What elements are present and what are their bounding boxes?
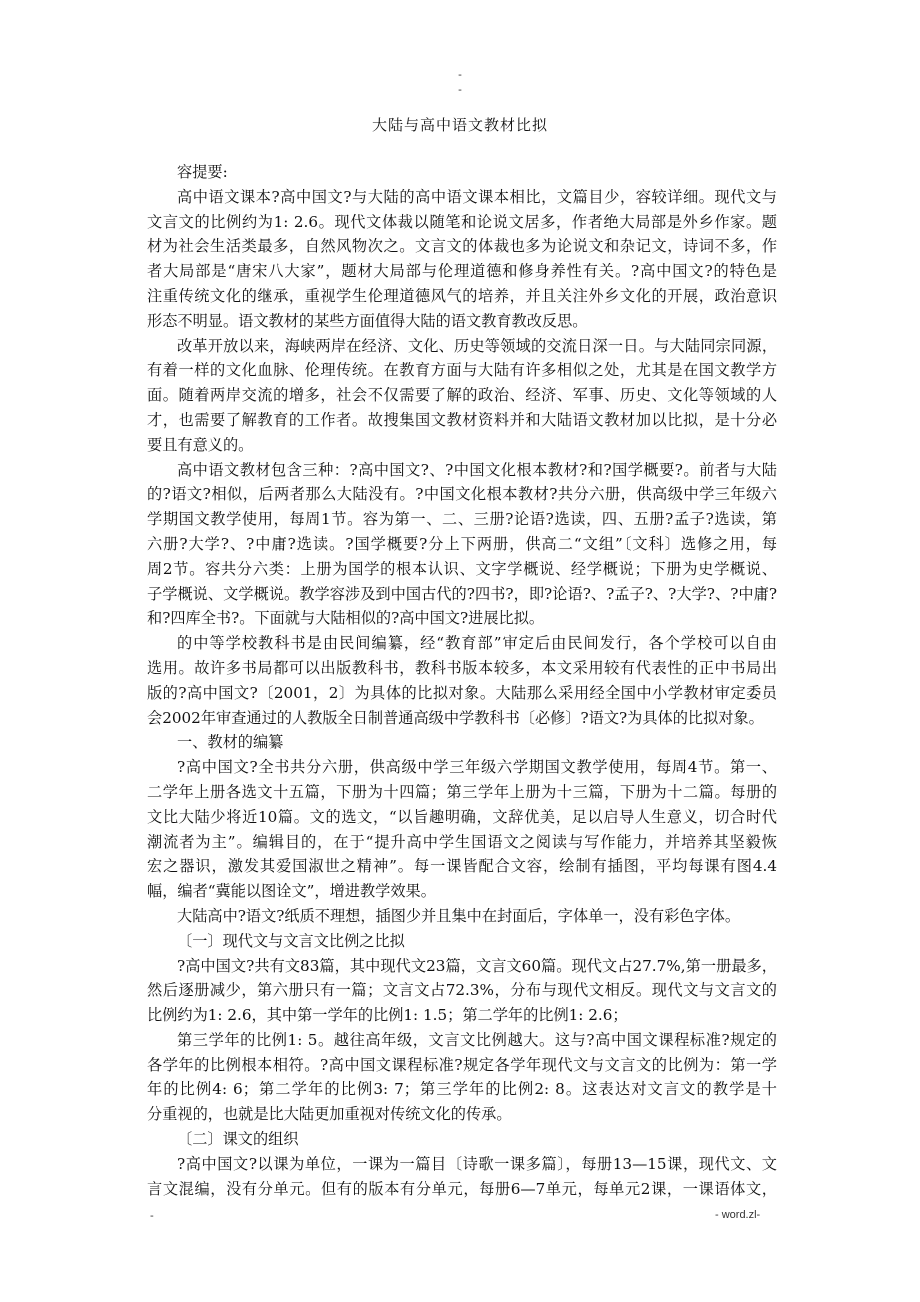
header-mark: - [458,68,462,81]
paragraph [147,1152,777,1202]
text-line: 材为社会生活类最多，自然风物次之。文言文的体裁也多为论说文和杂记文，诗词不多，作 [147,237,777,256]
section-heading [147,929,777,954]
text-line: 各学年的比例根本相符。?高中国文课程标准?规定各学年现代文与文言文的比例为：第一学 [147,1055,777,1074]
text-line: 的中等学校教科书是由民间编纂，经“教育部”审定后由民间发行，各个学校可以自由 [177,634,777,653]
text-line: 周2节。容共分六类：上册为国学的根本认识、文字学概说、经学概说；下册为史学概说、 [147,559,777,578]
footer-left-mark: - [150,1209,154,1222]
text-line: 有着一样的文化血脉、伦理传统。在教育方面与大陆有许多相似之处，尤其是在国文教学方 [147,361,777,380]
text-line: 六册?大学?、?中庸?选读。?国学概要?分上下两册，供高二“文组”〔文科〕选修之用，每 [147,534,777,553]
text-line: 言文混编，没有分单元。但有的版本有分单元，每册6—7单元，每单元2课，一课语体文， [147,1179,777,1198]
text-line: 第三学年的比例1: 5。越往高年级，文言文比例越大。这与?高中国文课程标准?规定的 [177,1030,777,1049]
text-line: 形态不明显。语文教材的某些方面值得大陆的语文教育教改反思。 [147,311,588,330]
paragraph [147,904,777,929]
text-line: 选用。故许多书局都可以出版教科书，教科书版本较多，本文采用较有代表性的正中书局出 [147,658,777,677]
text-line: 一、教材的编纂 [177,733,284,752]
text-line: 版的?高中国文?〔2001，2〕为具体的比拟对象。大陆那么采用经全国中小学教材审定委员 [147,683,777,702]
text-line: 子学概说、文学概说。教学容涉及到中国古代的?四书?，即?论语?、?孟子?、?大学?、?中庸? [147,584,777,603]
text-line: 然后逐册减少，第六册只有一篇；文言文占72.3%，分布与现代文相反。现代文与文言文的 [147,981,777,1000]
paragraph [147,954,777,1028]
paragraph [147,334,777,458]
footer-right-text: - word.zl- [715,1209,761,1221]
text-line: 文比大陆少将近10篇。文的选文，“以旨趣明确，文辞优美，足以启导人生意义，切合时代 [147,807,777,826]
text-line: 会2002年审查通过的人教版全日制普通高级中学教科书〔必修〕?语文?为具体的比拟对象。 [147,708,764,727]
paragraph [147,755,777,904]
document-body [147,160,777,1201]
text-line: 才，也需要了解教育的工作者。故搜集国文教材资料并和大陆语文教材加以比拟，是十分必 [147,410,777,429]
text-line: 分重视的，也就是比大陆更加重视对传统文化的传承。 [147,1105,512,1124]
text-line: 年的比例4: 6；第二学年的比例3: 7；第三学年的比例2: 8。这表达对文言文的教学是十 [147,1080,777,1099]
header-mark: - [458,83,462,96]
text-line: 高中语文课本?高中国文?与大陆的高中语文课本相比，文篇目少，容较详细。现代文与 [177,187,777,206]
document-title: 大陆与高中语文教材比拟 [371,116,548,134]
text-line: 容提要: [177,163,228,181]
text-line: 学期国文教学使用，每周1节。容为第一、二、三册?论语?选读，四、五册?孟子?选读，第 [147,510,777,529]
text-line: 宏之器识，激发其爱国淑世之精神”。每一课皆配合文容，绘制有插图，平均每课有图4.4 [147,857,777,876]
text-line: 的?语文?相似，后两者那么大陆没有。?中国文化根本教材?共分六册，供高级中学三年级六 [147,485,777,504]
text-line: 幅，编者“冀能以图诠文”，增进教学效果。 [147,882,436,901]
paragraph [147,631,777,730]
text-line: 者大局部是“唐宋八大家”，题材大局部与伦理道德和修身养性有关。?高中国文?的特色是 [147,262,777,281]
text-line: 改革开放以来，海峡两岸在经济、文化、历史等领域的交流日深一日。与大陆同宗同源， [177,336,777,355]
text-line: 潮流者为主”。编辑目的，在于“提升高中学生国语文之阅读与写作能力，并培养其坚毅恢 [147,832,777,851]
text-line: 二学年上册各选文十五篇，下册为十四篇；第三学年上册为十三篇，下册为十二篇。每册的 [147,782,777,801]
text-line: 〔一〕现代文与文言文比例之比拟 [177,931,405,950]
paragraph [147,458,777,632]
text-line: 大陆高中?语文?纸质不理想，插图少并且集中在封面后，字体单一，没有彩色字体。 [177,906,741,925]
text-line: 〔二〕课文的组织 [177,1130,299,1149]
text-line: 比例约为1: 2.6，其中第一学年的比例1: 1.5；第二学年的比例1: 2.6； [147,1006,628,1025]
section-heading [147,1127,777,1152]
text-line: 要且有意义的。 [147,435,254,454]
text-line: 面。随着两岸交流的增多，社会不仅需要了解的政治、经济、军事、历史、文化等领域的人 [147,386,777,405]
text-line: 注重传统文化的继承，重视学生伦理道德风气的培养，并且关注外乡文化的开展，政治意识 [147,286,777,305]
text-line: 高中语文教材包含三种：?高中国文?、?中国文化根本教材?和?国学概要?。前者与大陆 [177,460,777,479]
text-line: ?高中国文?全书共分六册，供高级中学三年级六学期国文教学使用，每周4节。第一、 [177,758,777,777]
section-heading [147,160,777,185]
text-line: 和?四库全书?。下面就与大陆相似的?高中国文?进展比拟。 [147,609,545,628]
text-line: ?高中国文?共有文83篇，其中现代文23篇，文言文60篇。现代文占27.7%,第一册最多， [177,956,777,975]
section-heading [147,730,777,755]
text-line: ?高中国文?以课为单位，一课为一篇目〔诗歌一课多篇〕，每册13—15课，现代文、文 [177,1154,777,1173]
text-line: 文言文的比例约为1: 2.6。现代文体裁以随笔和论说文居多，作者绝大局部是外乡作家。题 [147,212,777,231]
paragraph [147,1028,777,1127]
paragraph [147,185,777,334]
